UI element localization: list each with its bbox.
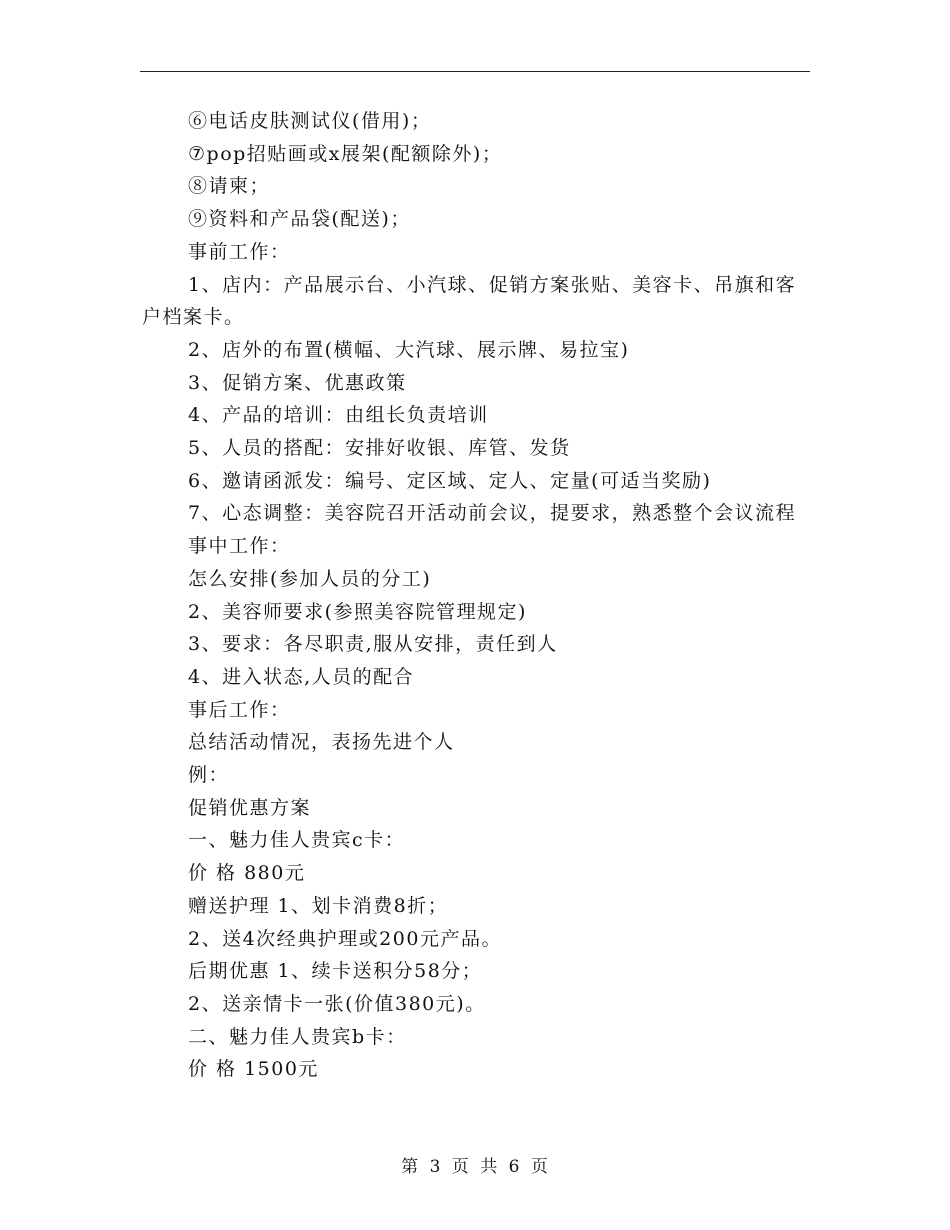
document-body bbox=[142, 105, 810, 1086]
page-number: 第 3 页 共 6 页 bbox=[401, 1157, 549, 1177]
paragraph-line: 2、送亲情卡一张(价值380元)。 bbox=[188, 992, 486, 1015]
paragraph-line: 后期优惠 1、续卡送积分58分； bbox=[188, 960, 483, 983]
paragraph-line: ⑥电话皮肤测试仪(借用)； bbox=[188, 110, 432, 132]
header-rule bbox=[140, 71, 810, 72]
paragraph-line: 6、邀请函派发：编号、定区域、定人、定量(可适当奖励) bbox=[188, 469, 712, 492]
paragraph-line: 促销优惠方案 bbox=[188, 796, 312, 819]
paragraph-line: 一、魅力佳人贵宾c卡： bbox=[188, 829, 406, 852]
paragraph-line: 4、进入状态,人员的配合 bbox=[188, 665, 415, 688]
paragraph-line: 3、促销方案、优惠政策 bbox=[188, 371, 407, 394]
paragraph-line: 2、美容师要求(参照美容院管理规定) bbox=[188, 600, 527, 623]
paragraph-line: 5、人员的搭配：安排好收银、库管、发货 bbox=[188, 437, 571, 460]
paragraph-line: 3、要求：各尽职责,服从安排，责任到人 bbox=[188, 633, 558, 656]
paragraph-line: 4、产品的培训：由组长负责培训 bbox=[188, 404, 489, 427]
paragraph-line: 事前工作： bbox=[188, 240, 291, 263]
paragraph-line: 事中工作： bbox=[188, 535, 291, 558]
paragraph-line: 总结活动情况，表扬先进个人 bbox=[188, 731, 455, 754]
paragraph-line: ⑨资料和产品袋(配送)； bbox=[188, 208, 411, 231]
paragraph-line: 二、魅力佳人贵宾b卡： bbox=[188, 1025, 407, 1048]
paragraph-line: ⑦pop招贴画或x展架(配额除外)； bbox=[188, 142, 503, 165]
paragraph-line: 2、店外的布置(横幅、大汽球、展示牌、易拉宝) bbox=[188, 338, 630, 361]
paragraph-line: 1、店内：产品展示台、小汽球、促销方案张贴、美容卡、吊旗和客户档案卡。 bbox=[142, 273, 797, 329]
paragraph-line: 2、送4次经典护理或200元产品。 bbox=[188, 927, 502, 950]
paragraph-line: 事后工作： bbox=[188, 698, 291, 721]
paragraph-line: 例： bbox=[188, 764, 230, 787]
paragraph-line: 价 格 880元 bbox=[188, 862, 306, 885]
paragraph-line: 怎么安排(参加人员的分工) bbox=[188, 567, 432, 590]
paragraph-line: 赠送护理 1、划卡消费8折； bbox=[188, 894, 449, 917]
paragraph-line: ⑧请柬； bbox=[188, 175, 271, 198]
paragraph-line: 价 格 1500元 bbox=[188, 1058, 319, 1081]
paragraph-line: 7、心态调整：美容院召开活动前会议，提要求，熟悉整个会议流程 bbox=[188, 502, 797, 525]
